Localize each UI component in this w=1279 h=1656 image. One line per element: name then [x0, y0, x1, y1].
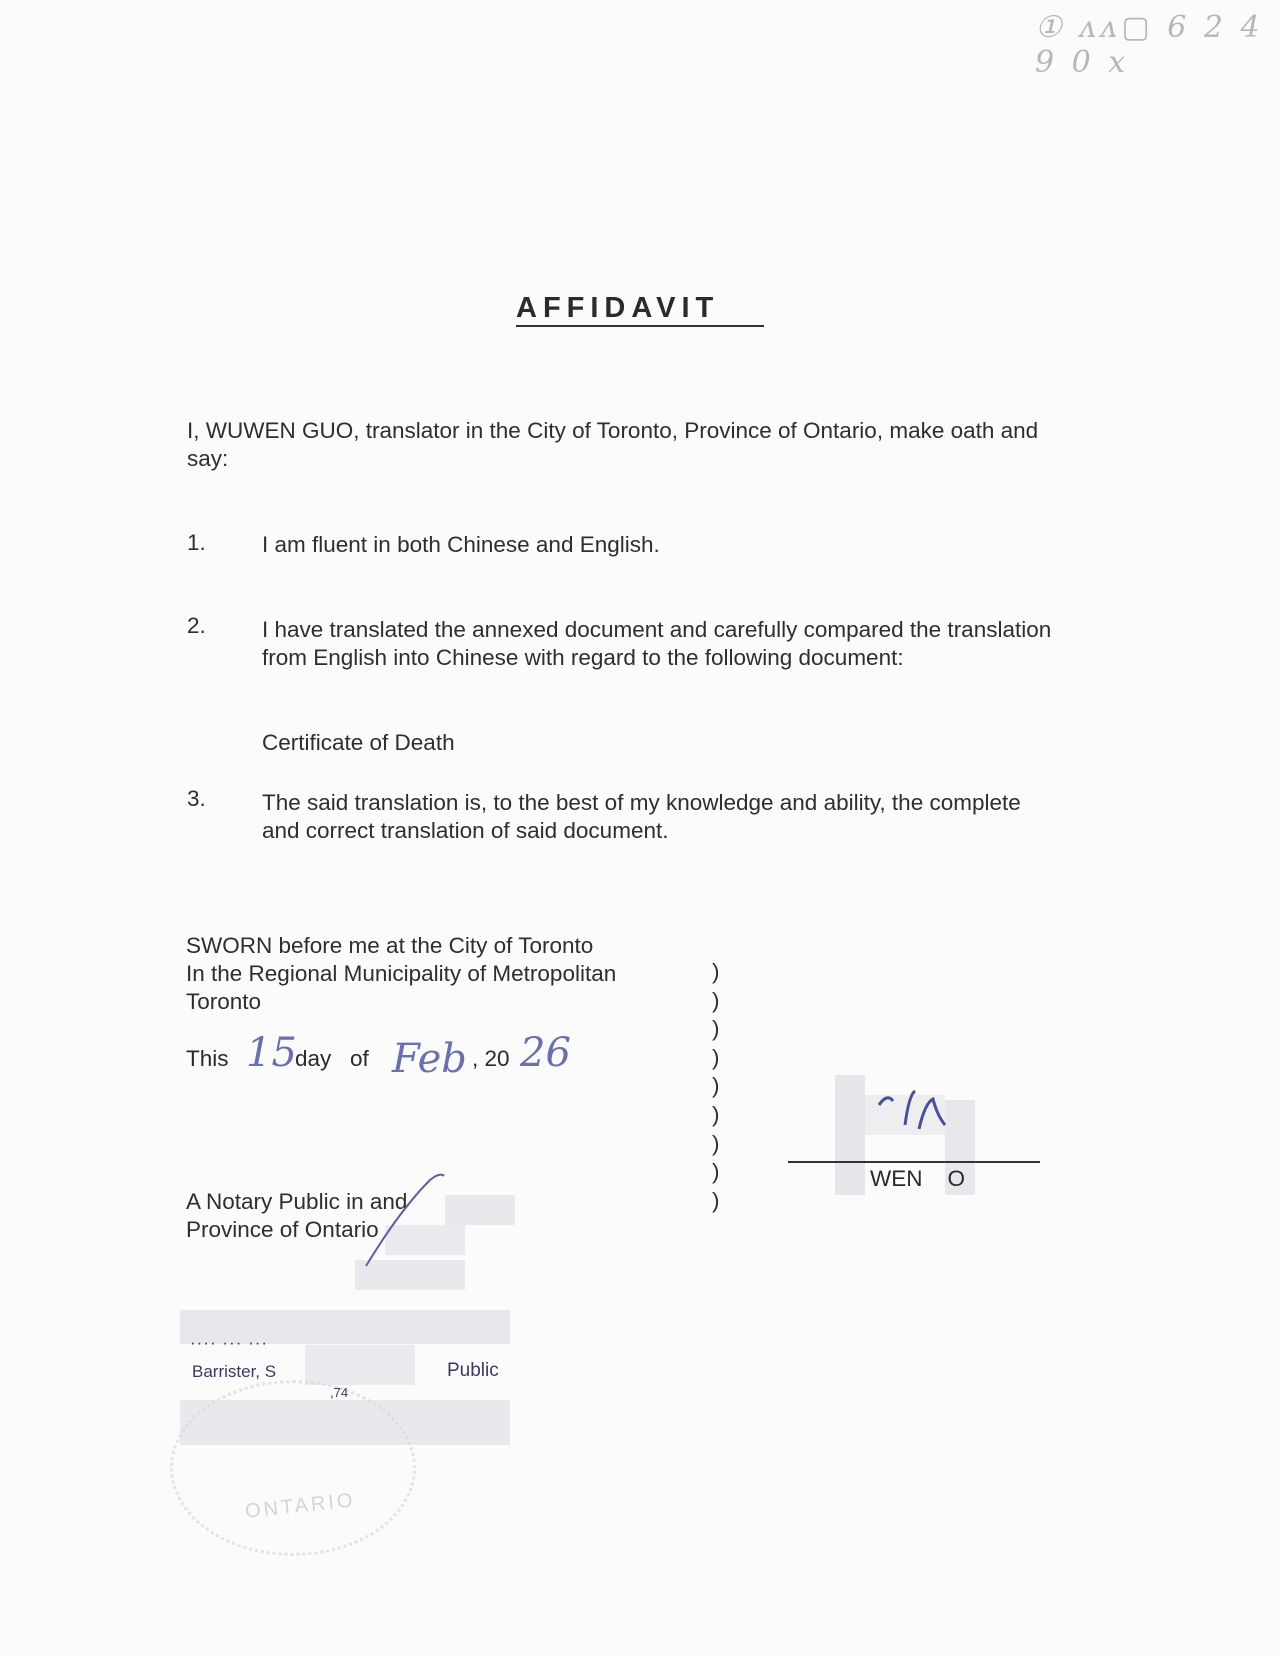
signature-line [788, 1161, 1040, 1163]
item-text: I have translated the annexed document and carefully compared the translation from English into Chinese with regard to the following document: [262, 617, 1052, 670]
notary-line: A Notary Public in and [186, 1189, 408, 1214]
paren-column: ) ) ) ) ) ) ) ) ) [712, 959, 720, 1213]
item-text: The said translation is, to the best of my knowledge and ability, the complete and correct translation of said document. [262, 790, 1021, 843]
this-label: This [186, 1046, 229, 1071]
document-title: AFFIDAVIT [516, 292, 720, 324]
sworn-line: Toronto [186, 989, 262, 1014]
item-number: 1. [187, 530, 206, 555]
notary-signature-scribble [360, 1170, 470, 1270]
day-label: day [295, 1046, 332, 1071]
title-underline [516, 325, 764, 327]
notary-line: Province of Ontario [186, 1217, 379, 1242]
handwritten-month: Feb [392, 1036, 467, 1082]
handwritten-year: 26 [520, 1030, 571, 1076]
sworn-line: SWORN before me at the City of Toronto [186, 933, 594, 958]
stamp-line: ···· ··· ··· [190, 1333, 269, 1352]
document-name: Certificate of Death [262, 730, 455, 755]
sworn-block [186, 932, 706, 1016]
redaction-block [180, 1400, 510, 1445]
redaction-block [305, 1345, 415, 1385]
stamp-line: Barrister, S [192, 1362, 277, 1381]
sworn-line: In the Regional Municipality of Metropolitan [186, 961, 617, 986]
seal-text: ONTARIO [244, 1489, 357, 1523]
year-prefix: , 20 [472, 1046, 510, 1071]
item-number: 3. [187, 786, 206, 811]
handwritten-day: 15 [246, 1030, 297, 1076]
item-text: I am fluent in both Chinese and English. [262, 532, 660, 557]
stamp-public: Public [447, 1360, 499, 1381]
of-label: of [350, 1046, 369, 1071]
item-number: 2. [187, 613, 206, 638]
signature-scribble [875, 1085, 955, 1145]
redaction-block [835, 1075, 865, 1195]
corner-handwritten-note: ① ᴧᴧ▢ 6 2 4 9 0 x [1035, 10, 1264, 80]
signer-name: WEN O [870, 1166, 965, 1191]
intro-paragraph: I, WUWEN GUO, translator in the City of Toronto, Province of Ontario, make oath and say: [187, 418, 1039, 471]
stamp-line: ,74 [330, 1385, 349, 1400]
